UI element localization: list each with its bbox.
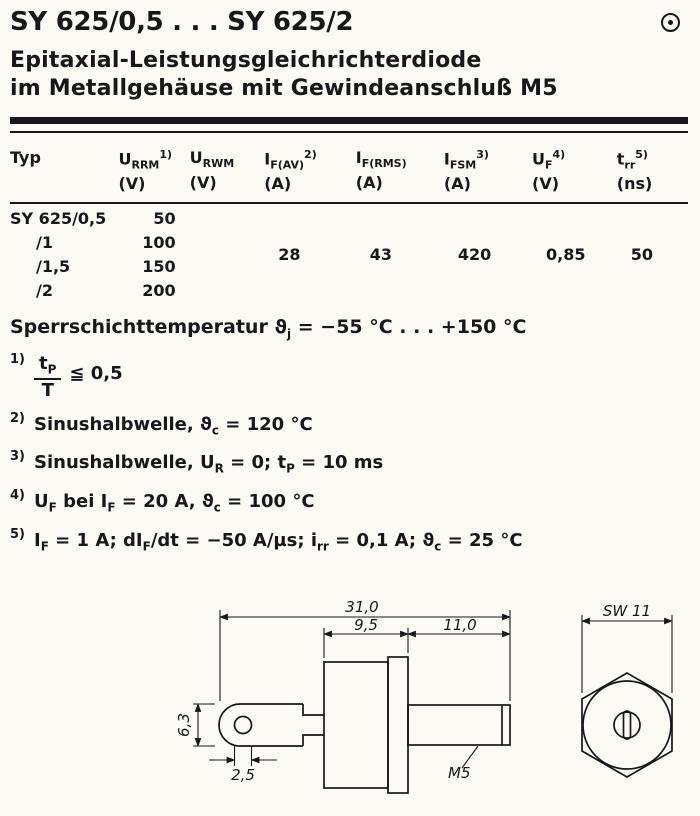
- footnote-1: [10, 352, 688, 401]
- typ-cell: SY 625/0,5: [10, 208, 107, 228]
- ifsm-value: 420: [457, 244, 492, 264]
- circle-dot-center: [668, 20, 673, 25]
- junction-temperature-line: Sperrschichttemperatur $ϑ_j = -55$ °C . . . +150 °C: [10, 316, 527, 342]
- divider-thick: [10, 117, 688, 124]
- col-header-urrm: $U_{RRM}^{1)}$ (V): [118, 147, 173, 194]
- urrm-value: 150: [142, 257, 176, 277]
- urrm-value: 100: [142, 232, 176, 252]
- col-header-uf: $U_F^{4)}$ (V): [532, 147, 566, 194]
- urwm-value: [190, 252, 265, 276]
- stud-outline: [408, 705, 510, 745]
- footnote-3: [10, 449, 688, 477]
- table-header-row: [10, 148, 688, 203]
- masthead: [10, 8, 688, 37]
- circle-dot-icon: [661, 13, 680, 32]
- col-header-ifav: $I_{F(AV)}^{2)}$ (A): [264, 147, 317, 194]
- typ-cell: /1,5: [36, 257, 71, 277]
- urwm-value: [190, 203, 265, 228]
- wrench-size-label: SW 11: [602, 602, 652, 621]
- package-drawing-section: [10, 594, 688, 816]
- center-hole: [614, 712, 640, 738]
- ifrms-value: 43: [369, 244, 393, 264]
- table-row: [10, 203, 688, 228]
- ifav-value: 28: [278, 244, 301, 264]
- footnote-marker: 1): [10, 352, 25, 368]
- hex-outline: [582, 673, 672, 777]
- subtitle-line-1: Epitaxial-Leistungsgleichrichterdiode: [10, 47, 482, 73]
- footnote-4: [10, 488, 688, 516]
- hex-end-view: [582, 673, 672, 777]
- footnote-2: [10, 410, 688, 439]
- footnote-text: Sinushalbwelle, $U_R = 0$; $t_P = 10$ ms: [34, 452, 384, 476]
- dim-hole-diameter: 2,5: [231, 766, 255, 785]
- col-header-urwm: $U_{RWM}$ (V): [189, 147, 235, 193]
- lug-hole: [235, 717, 252, 734]
- footnote-marker: 2): [10, 410, 25, 426]
- typ-cell: /2: [36, 281, 53, 301]
- uf-value: 0,85: [546, 244, 586, 264]
- trr-value: 50: [630, 244, 654, 264]
- body-circle: [583, 681, 671, 769]
- dim-stud-length: 11,0: [443, 616, 477, 635]
- footnote-text: ≦ 0,5: [69, 363, 123, 385]
- subtitle-line-2: im Metallgehäuse mit Gewindeanschluß M5: [10, 76, 558, 102]
- divider-thin: [10, 131, 688, 133]
- page-title: SY 625/0,5 . . . SY 625/2: [10, 7, 354, 37]
- col-header-ifsm: $I_{FSM}^{3)}$ (A): [443, 147, 489, 194]
- footnote-marker: 3): [10, 449, 25, 465]
- body-outline: [324, 662, 388, 788]
- ratings-table: [10, 148, 688, 301]
- flange-outline: [388, 657, 408, 793]
- footnote-text: $I_F = 1$ A; $dI_F/dt = -50$ A/µs; $i_{rr} = 0,1$ A; $ϑ_c = 25$ °C: [34, 529, 523, 554]
- col-header-typ: Typ: [10, 147, 41, 167]
- subtitle: [10, 47, 688, 104]
- footnote-marker: 5): [10, 526, 25, 542]
- package-drawing: [10, 594, 688, 812]
- col-header-ifrms: $I_{F(RMS)}$ (A): [355, 147, 407, 193]
- footnote-text: $U_F$ bei $I_F = 20$ A, $ϑ_c = 100$ °C: [34, 491, 315, 515]
- typ-cell: /1: [36, 232, 53, 252]
- dim-total-length: 31,0: [345, 598, 379, 617]
- footnote-text: Sinushalbwelle, $ϑ_c = 120$ °C: [34, 413, 313, 438]
- thread-label: M5: [448, 764, 471, 783]
- footnote-5: [10, 526, 688, 555]
- dim-lug-height: 6,3: [175, 713, 193, 738]
- center-slot: [624, 711, 631, 739]
- footnote-marker: 4): [10, 488, 25, 503]
- urwm-value: [190, 276, 265, 300]
- dim-body-length: 9,5: [354, 616, 378, 635]
- urrm-value: 200: [142, 281, 176, 301]
- urrm-value: 50: [153, 208, 176, 228]
- col-header-trr: $t_{rr}^{5)}$ (ns): [616, 147, 653, 194]
- duty-cycle-fraction: $\frac{t_P}{T}$: [34, 355, 61, 400]
- urwm-value: [190, 228, 265, 252]
